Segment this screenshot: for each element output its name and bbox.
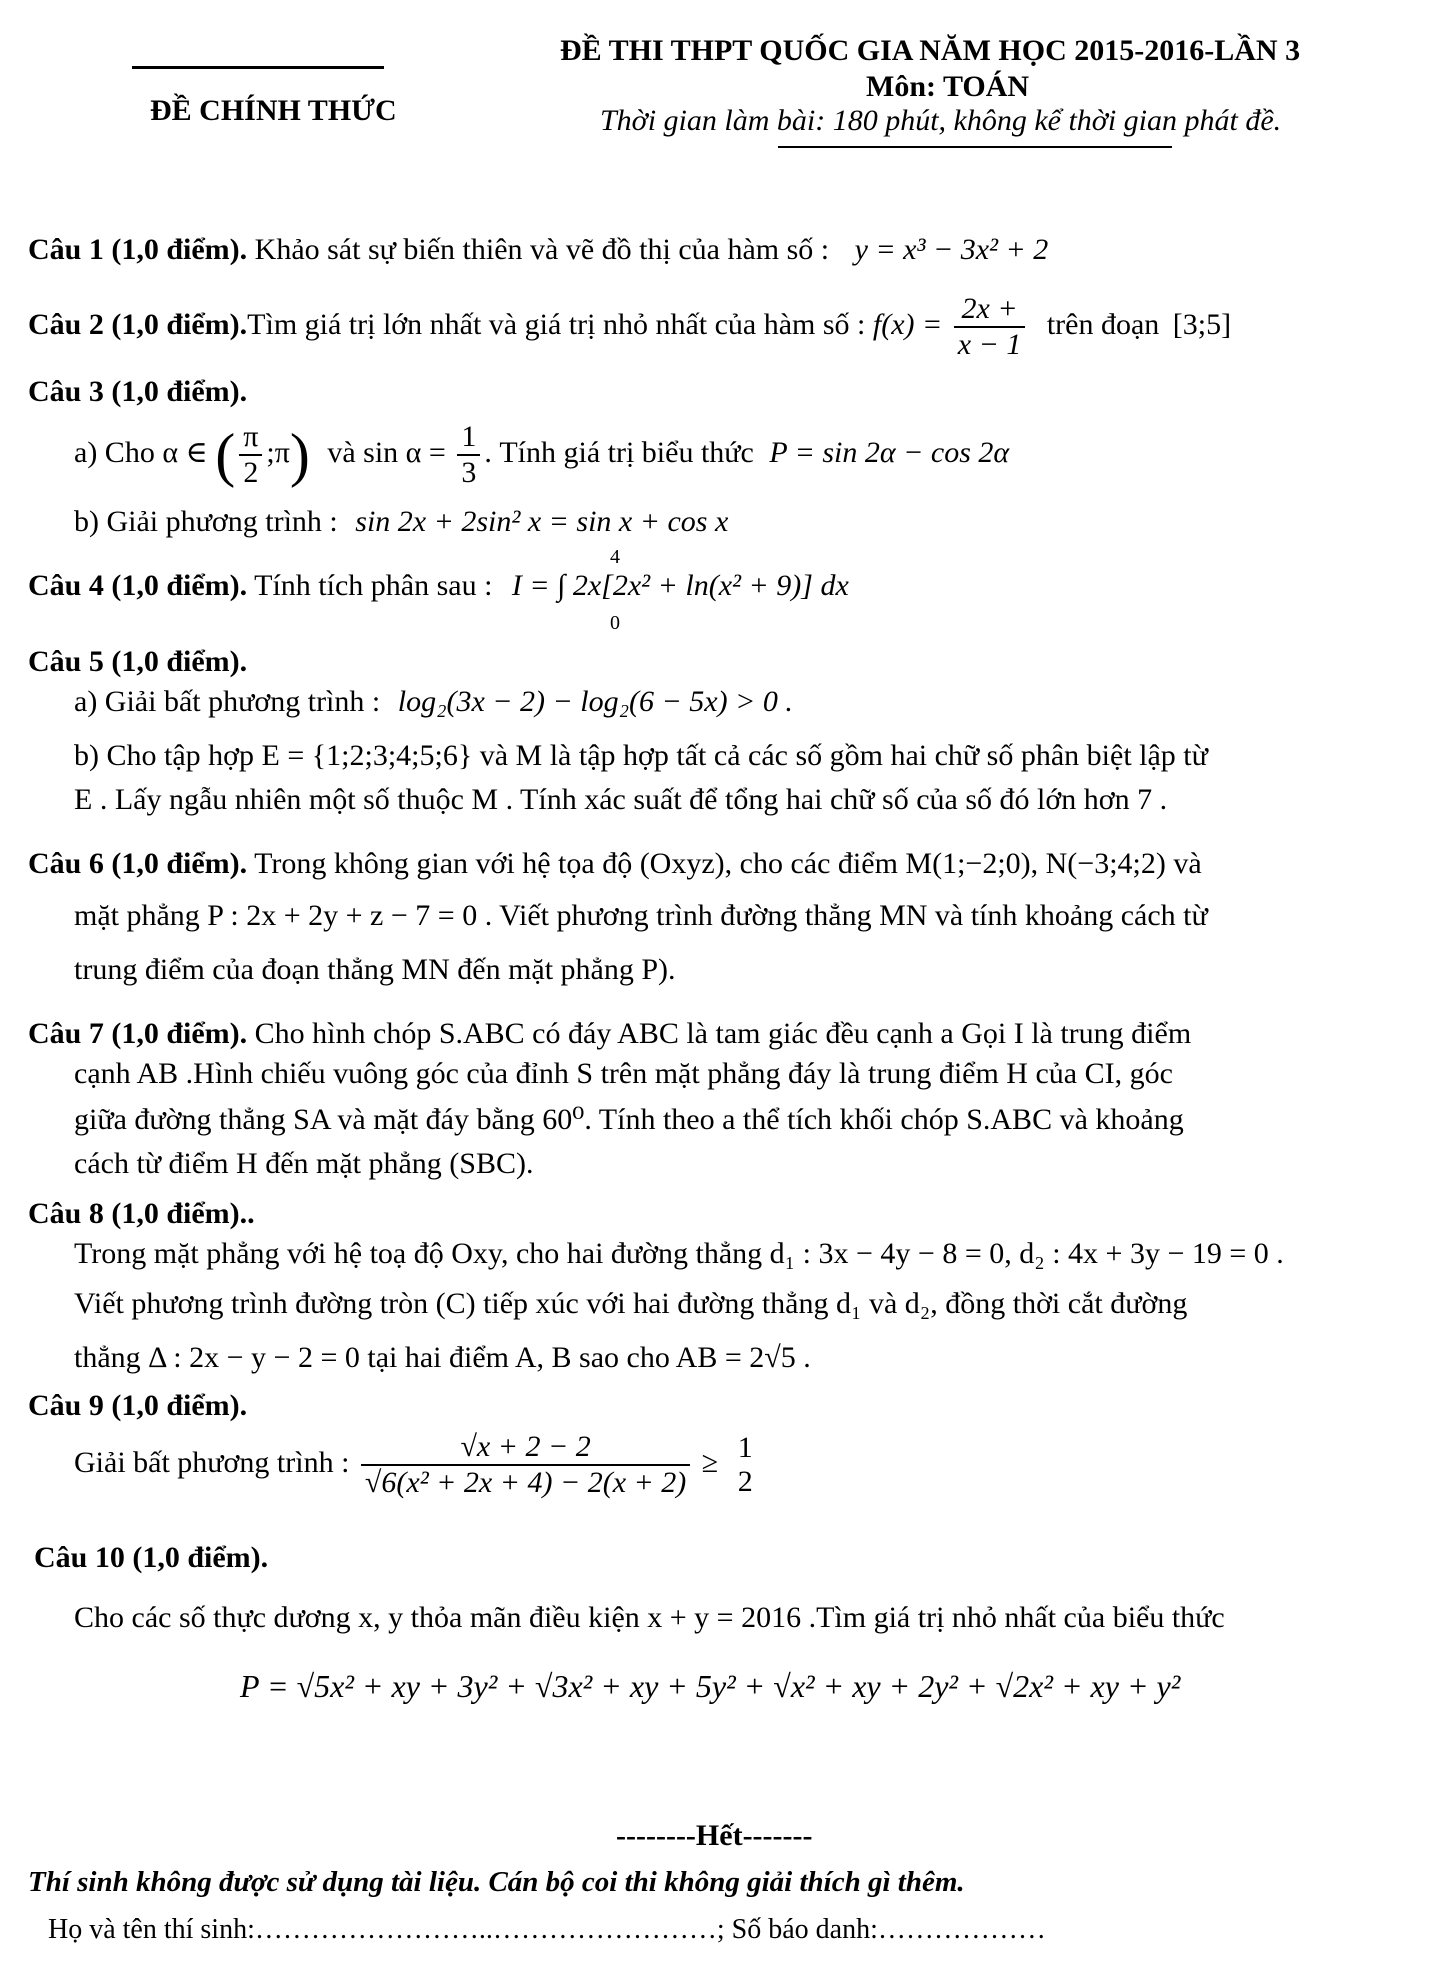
question-6-line-1 [28, 846, 1202, 882]
question-8-line-3: thẳng Δ : 2x − y − 2 = 0 tại hai điểm A, B sao cho AB = 2√5 . [74, 1341, 811, 1374]
instruction-note: Thí sinh không được sử dụng tài liệu. Cán bộ coi thi không giải thích gì thêm. [28, 1866, 965, 1898]
part-a-formula: log₂(3x − 2) − log₂(6 − 5x) > 0 . [397, 685, 793, 718]
question-1 [28, 232, 1048, 268]
subject-title: Môn: TOÁN [866, 70, 1030, 103]
part-a-prefix: a) Cho α ∈ [74, 435, 208, 469]
question-label: Câu 4 (1,0 điểm). [28, 569, 248, 602]
denominator: x − 1 [957, 328, 1022, 361]
denominator: 3 [461, 456, 477, 489]
question-text: Trong không gian với hệ tọa độ (Oxyz), cho các điểm M(1;−2;0), N(−3;4;2) và [247, 847, 1202, 880]
fraction [954, 292, 1026, 362]
numerator: √x + 2 − 2 [361, 1430, 690, 1466]
fraction-pi-half [239, 420, 262, 490]
question-7-line-3: giữa đường thẳng SA và mặt đáy bằng 60⁰. Tính theo a thể tích khối chóp S.ABC và khoảng [74, 1103, 1184, 1136]
question-8-line-2: Viết phương trình đường tròn (C) tiếp xúc với hai đường thẳng d₁ và d₂, đồng thời cắt đường [74, 1287, 1188, 1320]
question-text: Khảo sát sự biến thiên và vẽ đồ thị của hàm số : [247, 233, 830, 266]
question-7-line-4: cách từ điểm H đến mặt phẳng (SBC). [74, 1147, 534, 1180]
numerator: 1 [457, 420, 480, 456]
inequality-fraction [361, 1430, 690, 1500]
integral-lower-limit: 0 [610, 612, 620, 634]
question-text-2: trên đoạn [1046, 307, 1160, 341]
question-label: Câu 2 (1,0 điểm). [28, 307, 248, 341]
question-7-line-2: cạnh AB .Hình chiếu vuông góc của đỉnh S trên mặt phẳng đáy là trung điểm H của CI, góc [74, 1057, 1173, 1090]
question-text: Tính tích phân sau : [247, 569, 493, 602]
question-3a [74, 420, 1009, 490]
left-paren: ( [215, 422, 236, 488]
question-text: Tìm giá trị lớn nhất và giá trị nhỏ nhất của hàm số : [247, 307, 866, 341]
question-label: Câu 7 (1,0 điểm). [28, 1017, 248, 1050]
question-10-formula: P = √5x² + xy + 3y² + √3x² + xy + 5y² + √x² + xy + 2y² + √2x² + xy + y² [240, 1668, 1181, 1704]
question-9-label: Câu 9 (1,0 điểm). [28, 1389, 248, 1422]
denominator: √6(x² + 2x + 4) − 2(x + 2) [364, 1466, 687, 1499]
question-label: Câu 1 (1,0 điểm). [28, 233, 248, 266]
part-a-formula: P = sin 2α − cos 2α [769, 435, 1010, 469]
right-paren: ) [289, 422, 310, 488]
question-text: Giải bất phương trình : [74, 1445, 350, 1479]
question-5b-line-2: E . Lấy ngẫu nhiên một số thuộc M . Tính xác suất để tổng hai chữ số của số đó lớn hơn 7 . [74, 783, 1168, 816]
question-2 [28, 292, 1231, 362]
fraction-one-third [457, 420, 480, 490]
numerator: π [239, 420, 262, 456]
exam-title: ĐỀ THI THPT QUỐC GIA NĂM HỌC 2015-2016-LẦN 3 [560, 34, 1301, 67]
denominator: 2 [737, 1465, 753, 1498]
question-8-line-1: Trong mặt phẳng với hệ toạ độ Oxy, cho hai đường thẳng d₁ : 3x − 4y − 8 = 0, d₂ : 4x + 3y − 19 = 0 . [74, 1237, 1284, 1270]
question-text: Cho hình chóp S.ABC có đáy ABC là tam giác đều cạnh a Gọi I là trung điểm [247, 1017, 1192, 1050]
question-5-label: Câu 5 (1,0 điểm). [28, 645, 248, 678]
official-label: ĐỀ CHÍNH THỨC [150, 94, 397, 127]
part-a-text: a) Giải bất phương trình : [74, 685, 381, 718]
denominator: 2 [243, 456, 259, 489]
question-8-label: Câu 8 (1,0 điểm).. [28, 1197, 255, 1230]
question-7-line-1 [28, 1016, 1191, 1052]
question-5a [74, 684, 793, 720]
part-a-text: . Tính giá trị biểu thức [484, 435, 754, 469]
question-5b-line-1: b) Cho tập hợp E = {1;2;3;4;5;6} và M là tập hợp tất cả các số gồm hai chữ số phân biệt lập từ [74, 739, 1208, 772]
header-rule-left [132, 66, 384, 69]
question-10-line-1: Cho các số thực dương x, y thỏa mãn điều kiện x + y = 2016 .Tìm giá trị nhỏ nhất của biểu thức [74, 1601, 1225, 1634]
question-6-line-3: trung điểm của đoạn thẳng MN đến mặt phẳng P). [74, 953, 676, 986]
end-marker: --------Hết------- [616, 1819, 813, 1852]
header-rule-right [778, 146, 1172, 148]
part-b-text: b) Giải phương trình : [74, 505, 338, 538]
part-a-and: và sin α = [327, 435, 446, 469]
integral-formula: I = ∫ 2x[2x² + ln(x² + 9)] dx [511, 569, 849, 602]
formula: y = x³ − 3x² + 2 [854, 233, 1049, 266]
question-3b [74, 504, 728, 540]
candidate-info-line: Họ và tên thí sinh:……………………..……………………; Số báo danh:……………… [48, 1914, 1046, 1945]
part-a-after: ;π [266, 435, 290, 469]
part-b-formula: sin 2x + 2sin² x = sin x + cos x [355, 505, 729, 538]
interval: [3;5] [1172, 307, 1232, 341]
numerator: 2x + [954, 292, 1026, 328]
greater-equal-sign: ≥ [701, 1445, 719, 1479]
numerator: 1 [737, 1431, 753, 1464]
question-10-label: Câu 10 (1,0 điểm). [34, 1541, 269, 1574]
question-3-label: Câu 3 (1,0 điểm). [28, 375, 248, 408]
integral-upper-limit: 4 [610, 546, 620, 568]
fraction-one-half [734, 1431, 757, 1499]
question-9-body [74, 1430, 761, 1500]
time-note: Thời gian làm bài: 180 phút, không kể thời gian phát đề. [600, 104, 1282, 137]
function-name: f(x) = [872, 307, 943, 341]
question-6-line-2: mặt phẳng P : 2x + 2y + z − 7 = 0 . Viết phương trình đường thẳng MN và tính khoảng cách từ [74, 899, 1208, 932]
question-4 [28, 568, 849, 604]
question-label: Câu 6 (1,0 điểm). [28, 847, 248, 880]
